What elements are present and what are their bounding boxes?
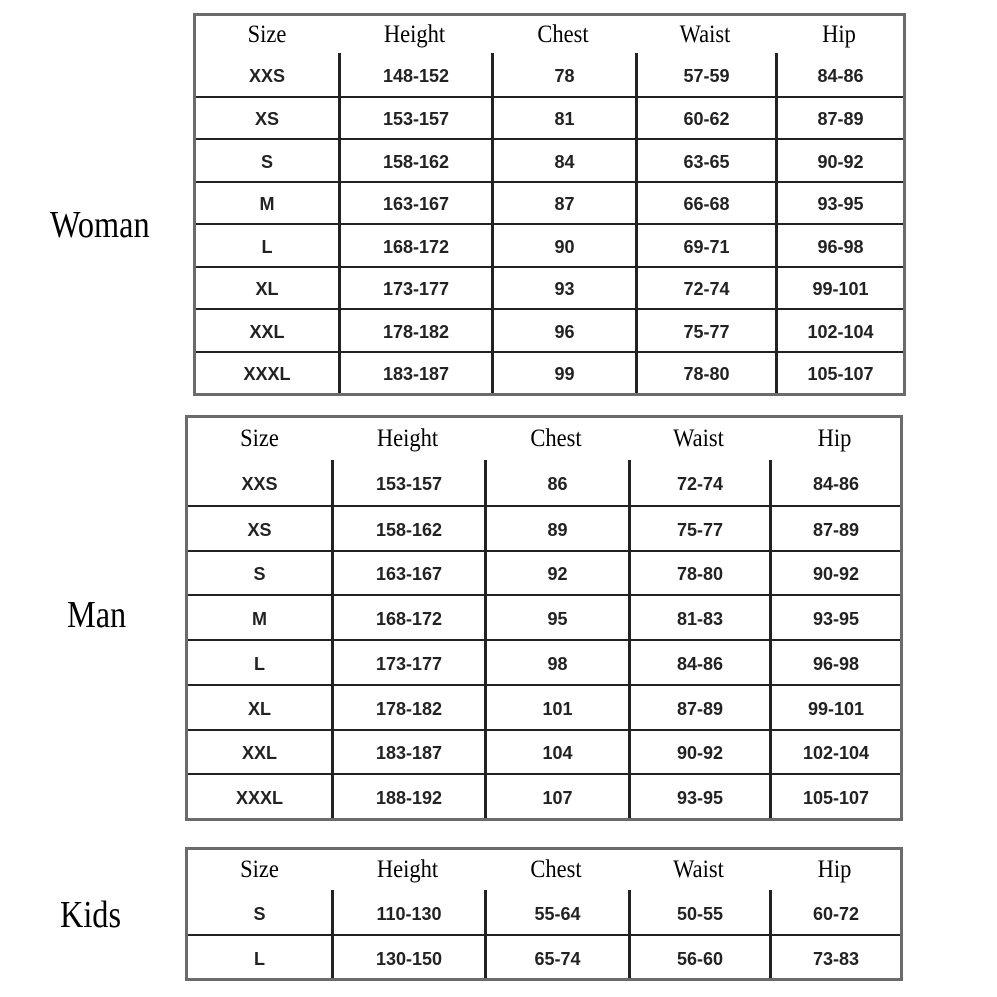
cell-waist: 50-55 [628,890,769,934]
table-row [188,460,900,505]
table-row [196,53,903,96]
cell-size: S [253,903,266,924]
table-row [188,773,900,818]
table-row [188,594,900,639]
cell-size: L [254,948,265,969]
cell-height: 173-177 [338,268,491,309]
cell-height: 158-162 [338,140,491,181]
cell-hip: 96-98 [775,225,903,266]
cell-size: XXL [241,743,277,764]
cell-waist: 60-62 [635,98,775,139]
cell-waist: 78-80 [635,353,775,394]
cell-hip: 102-104 [769,731,900,774]
cell-waist: 75-77 [628,507,769,550]
cell-height: 153-157 [331,460,484,505]
cell-waist: 87-89 [628,686,769,729]
cell-chest: 99 [491,353,635,394]
column-header-waist: Waist [673,425,724,452]
table-row [196,96,903,139]
kids-size-table [185,847,903,981]
cell-hip: 84-86 [769,460,900,505]
table-row [188,729,900,774]
man-size-table [185,415,903,821]
cell-chest: 86 [484,460,628,505]
cell-size: XL [255,279,279,300]
cell-hip: 105-107 [775,353,903,394]
cell-size: S [260,151,273,172]
cell-size: S [253,564,266,585]
cell-hip: 60-72 [769,890,900,934]
cell-chest: 55-64 [484,890,628,934]
cell-height: 168-172 [338,225,491,266]
cell-hip: 93-95 [775,183,903,224]
cell-hip: 90-92 [775,140,903,181]
cell-chest: 87 [491,183,635,224]
cell-height: 178-182 [338,310,491,351]
column-header-chest: Chest [530,425,582,452]
cell-size: M [252,609,267,630]
table-row [188,934,900,978]
cell-waist: 63-65 [635,140,775,181]
column-header-size: Size [240,425,279,452]
cell-chest: 98 [484,641,628,684]
cell-waist: 57-59 [635,53,775,96]
cell-waist: 66-68 [635,183,775,224]
cell-size: XXXL [235,788,283,809]
cell-size: XXS [248,65,286,86]
cell-height: 130-150 [331,936,484,978]
cell-height: 173-177 [331,641,484,684]
table-row [196,266,903,309]
table-row [196,308,903,351]
cell-size: L [261,236,273,257]
cell-height: 153-157 [338,98,491,139]
table-header [188,850,900,890]
column-header-chest: Chest [530,856,582,883]
table-row [196,351,903,394]
cell-waist: 93-95 [628,775,769,818]
cell-waist: 56-60 [628,936,769,978]
cell-height: 158-162 [331,507,484,550]
man-label: Man [67,594,127,636]
cell-height: 178-182 [331,686,484,729]
column-header-size: Size [247,21,287,48]
cell-chest: 96 [491,310,635,351]
cell-chest: 90 [491,225,635,266]
cell-hip: 99-101 [775,268,903,309]
kids-label: Kids [60,894,122,936]
cell-size: L [254,653,265,674]
table-row [188,890,900,934]
column-header-height: Height [376,425,439,452]
column-header-hip: Hip [817,425,852,452]
cell-hip: 84-86 [775,53,903,96]
cell-hip: 105-107 [769,775,900,818]
cell-size: XS [254,109,279,130]
cell-hip: 90-92 [769,552,900,595]
cell-size: XXS [241,473,278,494]
cell-size: XXL [249,321,285,342]
cell-hip: 96-98 [769,641,900,684]
cell-height: 183-187 [331,731,484,774]
cell-hip: 87-89 [775,98,903,139]
cell-height: 163-167 [331,552,484,595]
cell-height: 168-172 [331,596,484,639]
column-header-waist: Waist [673,856,724,883]
cell-waist: 81-83 [628,596,769,639]
cell-chest: 81 [491,98,635,139]
cell-waist: 72-74 [635,268,775,309]
cell-chest: 89 [484,507,628,550]
cell-waist: 75-77 [635,310,775,351]
cell-height: 110-130 [331,890,484,934]
cell-chest: 107 [484,775,628,818]
table-row [188,639,900,684]
cell-hip: 93-95 [769,596,900,639]
table-row [196,181,903,224]
table-row [196,138,903,181]
cell-chest: 104 [484,731,628,774]
cell-chest: 65-74 [484,936,628,978]
cell-waist: 90-92 [628,731,769,774]
column-header-height: Height [383,21,446,48]
cell-waist: 72-74 [628,460,769,505]
cell-hip: 102-104 [775,310,903,351]
table-row [188,550,900,595]
cell-height: 188-192 [331,775,484,818]
cell-hip: 73-83 [769,936,900,978]
column-header-size: Size [240,856,279,883]
cell-height: 148-152 [338,53,491,96]
cell-waist: 78-80 [628,552,769,595]
table-row [196,223,903,266]
cell-hip: 99-101 [769,686,900,729]
woman-size-table [193,13,906,396]
table-row [188,505,900,550]
cell-height: 183-187 [338,353,491,394]
cell-chest: 93 [491,268,635,309]
cell-size: XXXL [243,364,291,385]
woman-label: Woman [50,204,150,246]
column-header-hip: Hip [817,856,852,883]
table-header [196,16,903,53]
cell-chest: 95 [484,596,628,639]
cell-chest: 78 [491,53,635,96]
cell-waist: 84-86 [628,641,769,684]
table-row [188,684,900,729]
cell-size: XS [247,519,272,540]
cell-chest: 84 [491,140,635,181]
table-header [188,418,900,460]
cell-chest: 101 [484,686,628,729]
cell-height: 163-167 [338,183,491,224]
cell-chest: 92 [484,552,628,595]
cell-size: M [259,194,275,215]
cell-size: XL [247,698,271,719]
cell-waist: 69-71 [635,225,775,266]
column-header-chest: Chest [537,21,589,48]
column-header-hip: Hip [822,21,856,48]
column-header-waist: Waist [679,21,731,48]
cell-hip: 87-89 [769,507,900,550]
column-header-height: Height [376,856,439,883]
